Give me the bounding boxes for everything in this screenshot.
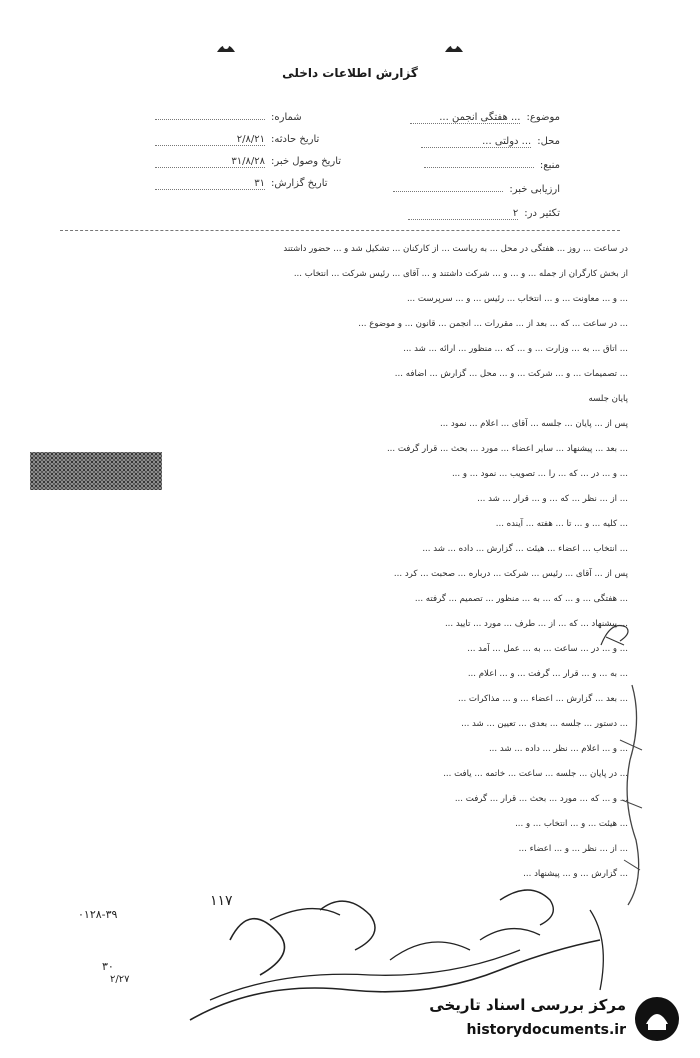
meta-source: منبع: [424, 160, 560, 171]
body-line: ... و ... که ... مورد ... بحث ... قرار ... گرفت ... [454, 794, 628, 804]
handwritten-code: ۰۱۲۸-۳۹ [78, 908, 118, 921]
watermark-url: historydocuments.ir [466, 1022, 626, 1038]
meta-location: محل:... دولتی ... [421, 136, 560, 148]
body-line: ... هفتگی ... و ... که ... به ... منظور ... تصمیم ... گرفته ... [414, 594, 628, 604]
body-line: ... از ... نظر ... و ... اعضاء ... [518, 844, 628, 854]
body-line: ... تصمیمات ... و ... شرکت ... و ... محل ... گزارش ... اضافه ... [394, 369, 628, 379]
meta-report-date: تاریخ گزارش:۳۱ [155, 178, 328, 190]
body-line: پایان جلسه [588, 394, 628, 404]
divider [60, 230, 620, 231]
redaction-box [30, 452, 162, 490]
body-line: ... در ساعت ... که ... بعد از ... مقررات ... انجمن ... قانون ... و موضوع ... [358, 319, 628, 329]
body-line: ... کلیه ... و ... تا ... هفته ... آینده ... [495, 519, 628, 529]
body-line: پس از ... پایان ... جلسه ... آقای ... اعلام ... نمود ... [439, 419, 628, 429]
watermark-title: مرکز بررسی اسناد تاریخی [429, 996, 626, 1014]
handwritten-number: ۲/۲۷ [110, 974, 130, 985]
body-line: ... و ... در ... که ... را ... تصویب ... نمود ... و ... [451, 469, 628, 479]
body-line: ... در پایان ... جلسه ... ساعت ... خاتمه ... یافت ... [443, 769, 628, 779]
body-line: در ساعت ... روز ... هفتگی در محل ... به ریاست ... از کارکنان ... تشکیل شد و ... حضور داشتند [283, 244, 628, 254]
body-line: ... و ... در ... ساعت ... به ... عمل ... آمد ... [467, 644, 628, 654]
meta-subject: موضوع:... هفتگی انجمن ... [410, 112, 560, 124]
body-line: ... دستور ... جلسه ... بعدی ... تعیین ... شد ... [461, 719, 628, 729]
meta-received-date: تاریخ وصول خبر:۳۱/۸/۲۸ [155, 156, 341, 168]
body-line: از بخش کارگران از جمله ... و ... و ... شرکت داشتند و ... آقای ... رئیس شرکت ... انتخاب ... [293, 269, 628, 279]
body-line: ... بعد ... گزارش ... اعضاء ... و ... مذاکرات ... [458, 694, 628, 704]
archive-logo-icon [632, 994, 682, 1044]
watermark [396, 992, 686, 1048]
margin-handwriting-icon [612, 680, 652, 910]
body-line: ... به ... و ... قرار ... گرفت ... و ... اعلام ... [467, 669, 628, 679]
handwritten-number: ۳۰ [102, 960, 114, 973]
body-line: ... بعد ... پیشنهاد ... سایر اعضاء ... مورد ... بحث ... قرار گرفت ... [386, 444, 628, 454]
document-title: گزارش اطلاعات داخلی [282, 66, 418, 80]
body-line: ... و ... معاونت ... و ... انتخاب ... رئیس ... و ... سرپرست ... [406, 294, 628, 304]
meta-incident-date: تاریخ حادثه:۲/۸/۲۱ [155, 134, 319, 146]
body-line: ... گزارش ... و ... پیشنهاد ... [523, 869, 628, 879]
handwritten-number: ۱۱۷ [210, 893, 233, 909]
emblem-icon [443, 38, 465, 54]
body-line: ... انتخاب ... اعضاء ... هیئت ... گزارش ... داده ... شد ... [422, 544, 628, 554]
handwritten-note-icon [596, 615, 636, 655]
body-line: ... اتاق ... به ... وزارت ... و ... که ... منظور ... ارائه ... شد ... [403, 344, 628, 354]
meta-copies: تکثیر در:۲ [408, 208, 560, 220]
body-line: ... هیئت ... و ... انتخاب ... و ... [515, 819, 628, 829]
body-line: پس از ... آقای ... رئیس ... شرکت ... درباره ... صحبت ... کرد ... [393, 569, 628, 579]
body-line: ... و ... اعلام ... نظر ... داده ... شد ... [488, 744, 628, 754]
meta-number: شماره: [155, 112, 302, 123]
emblem-icon [215, 38, 237, 54]
meta-evaluation: ارزیابی خبر: [393, 184, 560, 195]
body-line: ... پیشنهاد ... که ... از ... طرف ... مورد ... تایید ... [444, 619, 628, 629]
body-line: ... از ... نظر ... که ... و ... قرار ... شد ... [477, 494, 628, 504]
